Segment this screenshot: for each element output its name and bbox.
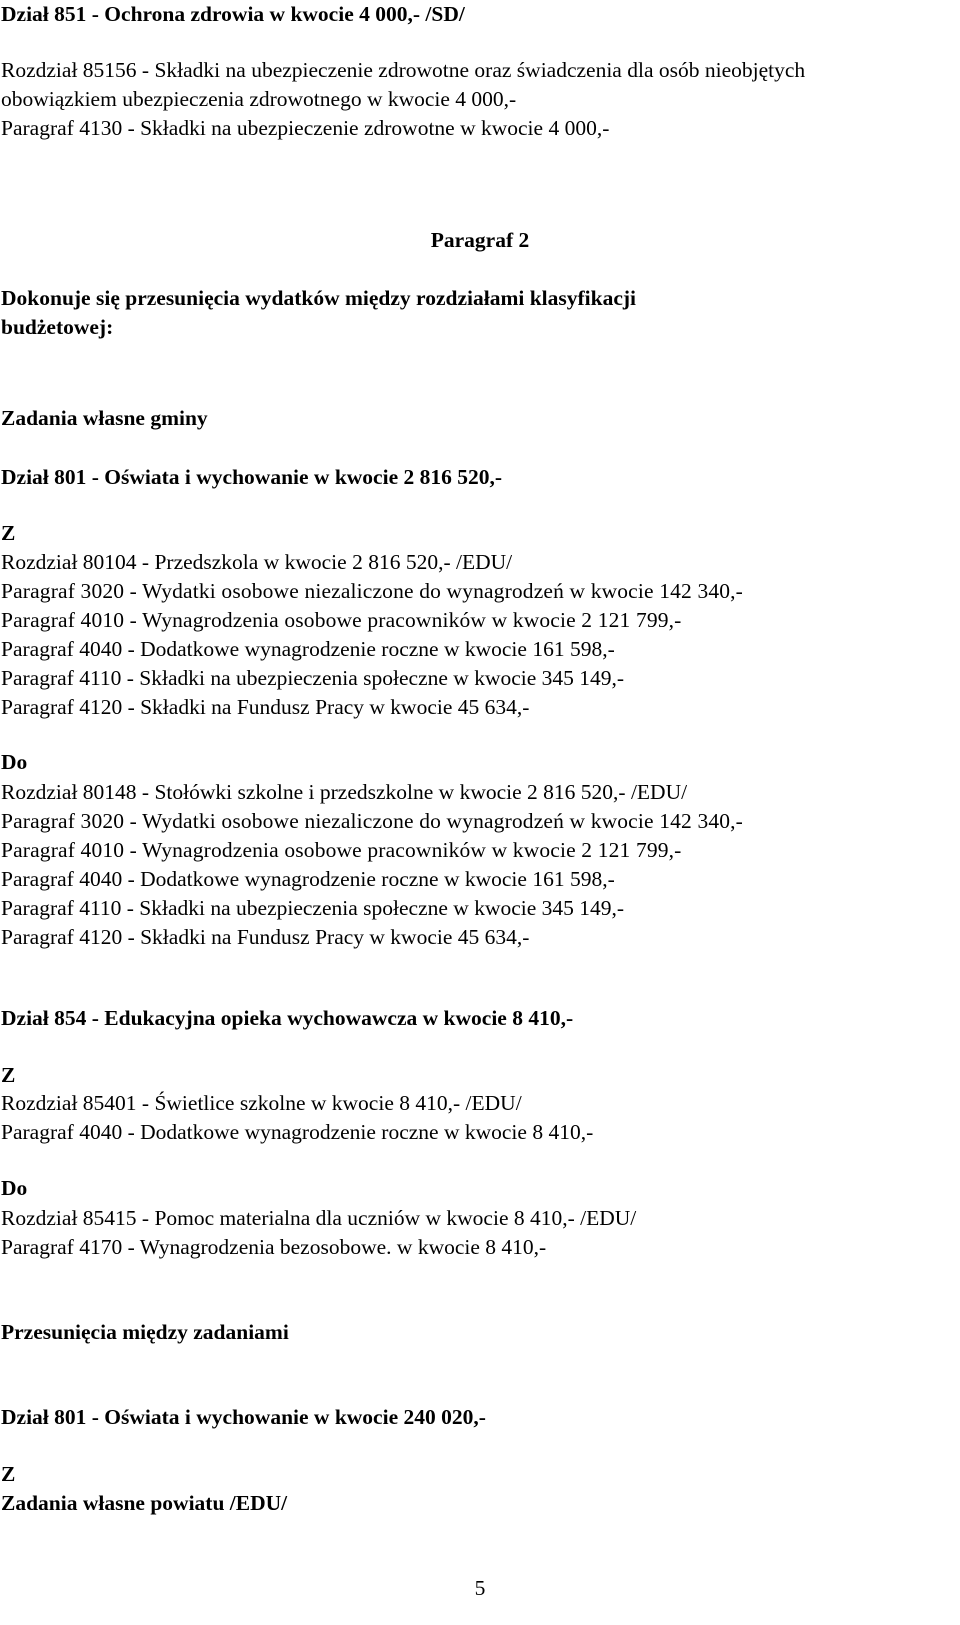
- inter-task-transfers-heading: Przesunięcia między zadaniami: [1, 1320, 289, 1344]
- to-paragraph-4040: Paragraf 4040 - Dodatkowe wynagrodzenie roczne w kwocie 161 598,-: [1, 867, 615, 891]
- paragraph-2-heading: Paragraf 2: [430, 228, 530, 252]
- to-paragraph-4110: Paragraf 4110 - Składki na ubezpieczenia społeczne w kwocie 345 149,-: [1, 896, 625, 920]
- page-number: 5: [474, 1576, 486, 1600]
- chapter-85156-line-1: Rozdział 85156 - Składki na ubezpieczenie zdrowotne oraz świadczenia dla osób nieobjętych: [1, 58, 806, 82]
- from-paragraph-3020: Paragraf 3020 - Wydatki osobowe niezaliczone do wynagrodzeń w kwocie 142 340,-: [1, 579, 743, 603]
- chapter-85156-line-2: obowiązkiem ubezpieczenia zdrowotnego w kwocie 4 000,-: [1, 87, 517, 111]
- from-paragraph-4010: Paragraf 4010 - Wynagrodzenia osobowe pracowników w kwocie 2 121 799,-: [1, 608, 682, 632]
- county-tasks-heading: Zadania własne powiatu /EDU/: [1, 1491, 288, 1515]
- to-paragraph-4010: Paragraf 4010 - Wynagrodzenia osobowe pracowników w kwocie 2 121 799,-: [1, 838, 682, 862]
- to-label: Do: [1, 1176, 28, 1200]
- from-paragraph-4040: Paragraf 4040 - Dodatkowe wynagrodzenie roczne w kwocie 8 410,-: [1, 1120, 594, 1144]
- to-paragraph-4120: Paragraf 4120 - Składki na Fundusz Pracy w kwocie 45 634,-: [1, 925, 530, 949]
- transfer-intro-line-2: budżetowej:: [1, 315, 114, 339]
- to-paragraph-4170: Paragraf 4170 - Wynagrodzenia bezosobowe. w kwocie 8 410,-: [1, 1235, 547, 1259]
- from-paragraph-4120: Paragraf 4120 - Składki na Fundusz Pracy w kwocie 45 634,-: [1, 695, 530, 719]
- from-paragraph-4040: Paragraf 4040 - Dodatkowe wynagrodzenie roczne w kwocie 161 598,-: [1, 637, 615, 661]
- from-paragraph-4110: Paragraf 4110 - Składki na ubezpieczenia społeczne w kwocie 345 149,-: [1, 666, 625, 690]
- municipal-tasks-heading: Zadania własne gminy: [1, 406, 208, 430]
- from-label: Z: [1, 1462, 16, 1486]
- chapter-85401: Rozdział 85401 - Świetlice szkolne w kwocie 8 410,- /EDU/: [1, 1091, 522, 1115]
- from-label: Z: [1, 521, 16, 545]
- section-heading-dzial-801: Dział 801 - Oświata i wychowanie w kwocie 2 816 520,-: [1, 465, 503, 489]
- chapter-85415: Rozdział 85415 - Pomoc materialna dla uczniów w kwocie 8 410,- /EDU/: [1, 1206, 637, 1230]
- section-heading-dzial-854: Dział 854 - Edukacyjna opieka wychowawcza w kwocie 8 410,-: [1, 1006, 574, 1030]
- chapter-80148: Rozdział 80148 - Stołówki szkolne i przedszkolne w kwocie 2 816 520,- /EDU/: [1, 780, 688, 804]
- transfer-intro-line-1: Dokonuje się przesunięcia wydatków między rozdziałami klasyfikacji: [1, 286, 637, 310]
- section-heading-dzial-851: Dział 851 - Ochrona zdrowia w kwocie 4 000,- /SD/: [1, 2, 465, 26]
- from-label: Z: [1, 1063, 16, 1087]
- chapter-80104: Rozdział 80104 - Przedszkola w kwocie 2 816 520,- /EDU/: [1, 550, 513, 574]
- paragraph-4130: Paragraf 4130 - Składki na ubezpieczenie zdrowotne w kwocie 4 000,-: [1, 116, 610, 140]
- to-paragraph-3020: Paragraf 3020 - Wydatki osobowe niezaliczone do wynagrodzeń w kwocie 142 340,-: [1, 809, 743, 833]
- to-label: Do: [1, 750, 28, 774]
- section-heading-dzial-801-second: Dział 801 - Oświata i wychowanie w kwocie 240 020,-: [1, 1405, 486, 1429]
